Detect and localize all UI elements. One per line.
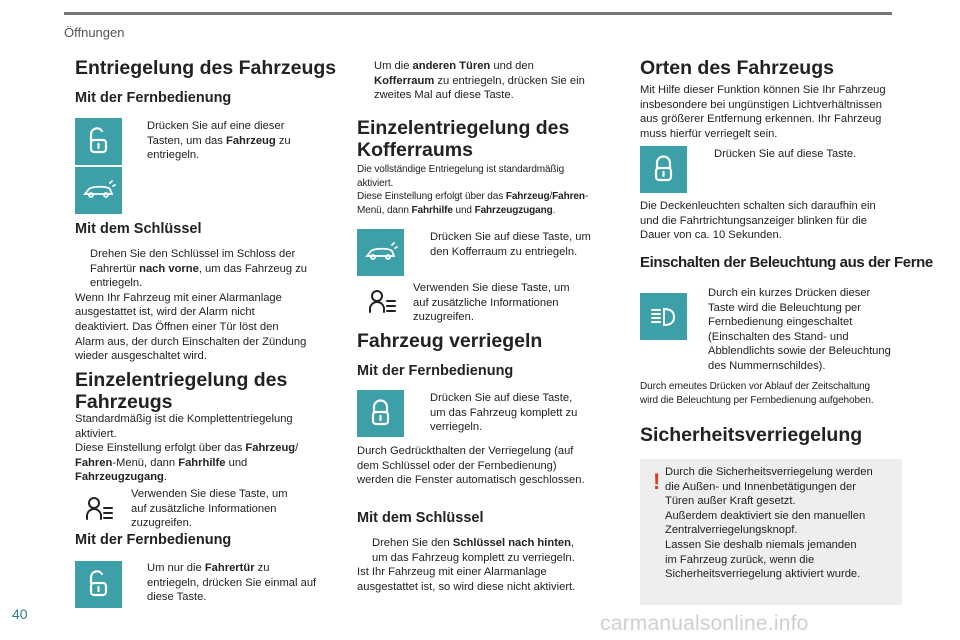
heading-key: Mit dem Schlüssel <box>75 221 202 237</box>
heading-remote-lights: Einschalten der Beleuchtung aus der Ferne <box>640 254 933 271</box>
title-single-unlock-vehicle: Einzelentriegelung des Fahrzeugs <box>75 369 288 414</box>
warning-text: Durch die Sicherheitsverriegelung werden die Außen- und Innenbetätigungen der Türen außer Kraft gesetzt. Außerdem deaktiviert sie den manuellen Zentralverriegelungsknopf. Lassen Sie deshalb niemals jemanden im Fahrzeug zurück, wenn die Sicherheitsverriegelung aktiviert wurde. <box>665 466 873 581</box>
locate-press-text: Drücken Sie auf diese Taste. <box>714 148 857 160</box>
single-unlock-text: Standardmäßig ist die Komplettentriegelung aktiviert. Diese Einstellung erfolgt über das Fahrzeug/ Fahren-Menü, dann Fahrhilfe und Fahrzeugzugang. <box>75 413 299 484</box>
heading-key-2: Mit dem Schlüssel <box>357 510 484 526</box>
key-lock-text: Drehen Sie den Schlüssel nach hinten, um das Fahrzeug komplett zu verriegeln. Ist Ihr Fahrzeug mit einer Alarmanlage ausgestattet ist, so wird diese nicht aktiviert. <box>357 537 576 593</box>
key-unlock-text: Drehen Sie den Schlüssel im Schloss der Fahrertür nach vorne, um das Fahrzeug zu entriegeln. Wenn Ihr Fahrzeug mit einer Alarmanlage ausgestattet ist, wird der Alarm nicht deaktiviert. Das Öffnen einer Tür löst den Alarm aus, der durch Einschalten der Zündung wieder ausgeschaltet wird. <box>75 248 308 363</box>
driver-door-text: Um nur die Fahrertür zu entriegeln, drücken Sie einmal auf diese Taste. <box>147 562 317 604</box>
section-label: Öffnungen <box>64 25 125 40</box>
unlock-button-icon <box>75 561 122 608</box>
title-unlock-vehicle: Entriegelung des Fahrzeugs <box>75 57 337 79</box>
info-icon <box>367 288 397 318</box>
title-single-unlock-trunk: Einzelentriegelung des Kofferraums <box>357 117 570 162</box>
lock-button-icon <box>640 146 687 193</box>
remote-lights-note: Durch erneutes Drücken vor Ablauf der Zeitschaltung wird die Beleuchtung per Fernbedienung aufgehoben. <box>640 381 874 406</box>
title-locate-vehicle: Orten des Fahrzeugs <box>640 57 834 79</box>
trunk-unlock-button-icon <box>357 229 404 276</box>
watermark: carmanualsonline.info <box>600 612 809 635</box>
trunk-press-text: Drücken Sie auf diese Taste, um den Kofferraum zu entriegeln. <box>430 231 591 258</box>
info-text-2: Verwenden Sie diese Taste, um auf zusätzliche Informationen zuzugreifen. <box>413 282 570 324</box>
header-rule <box>64 12 892 15</box>
locate-intro-text: Mit Hilfe dieser Funktion können Sie Ihr Fahrzeug insbesondere bei ungünstigen Lichtverhältnissen aus größerer Entfernung erkennen. Ihr Fahrzeug muss hierfür verriegelt sein. <box>640 84 886 140</box>
trunk-settings-text: Die vollständige Entriegelung ist standardmäßig aktiviert. Diese Einstellung erfolgt über das Fahrzeug/Fahren- Menü, dann Fahrhilfe und Fahrzeugzugang. <box>357 164 589 216</box>
info-icon <box>84 495 114 525</box>
auto-windows-text: Durch Gedrückthalten der Verriegelung (auf dem Schlüssel oder der Fernbedienung) werden die Fenster automatisch geschlossen. <box>357 445 585 487</box>
heading-remote: Mit der Fernbedienung <box>75 90 232 106</box>
unlock-button-icon <box>75 118 122 165</box>
heading-remote-3: Mit der Fernbedienung <box>357 363 514 379</box>
title-lock-vehicle: Fahrzeug verriegeln <box>357 330 543 352</box>
heading-remote-2: Mit der Fernbedienung <box>75 532 232 548</box>
trunk-unlock-button-icon <box>75 167 122 214</box>
other-doors-text: Um die anderen Türen und den Kofferraum zu entriegeln, drücken Sie ein zweites Mal auf diese Taste. <box>374 60 585 102</box>
warning-icon: ! <box>653 469 661 494</box>
warning-box <box>640 459 902 605</box>
locate-result-text: Die Deckenleuchten schalten sich daraufhin ein und die Fahrtrichtungsanzeiger blinken für die Dauer von ca. 10 Sekunden. <box>640 200 876 242</box>
page-number: 40 <box>12 606 28 622</box>
info-text-1: Verwenden Sie diese Taste, um auf zusätzliche Informationen zuzugreifen. <box>131 488 288 530</box>
title-deadlocking: Sicherheitsverriegelung <box>640 424 863 446</box>
lock-press-text: Drücken Sie auf diese Taste, um das Fahrzeug komplett zu verriegeln. <box>430 392 578 434</box>
remote-lights-text: Durch ein kurzes Drücken dieser Taste wird die Beleuchtung per Fernbedienung eingeschaltet (Einschalten des Stand- und Abblendlichts sowie der Beleuchtung des Nummernschildes). <box>708 287 891 372</box>
lock-button-icon <box>357 390 404 437</box>
remote-lights-button-icon <box>640 293 687 340</box>
remote-unlock-text: Drücken Sie auf eine dieser Tasten, um das Fahrzeug zu entriegeln. <box>147 120 291 162</box>
